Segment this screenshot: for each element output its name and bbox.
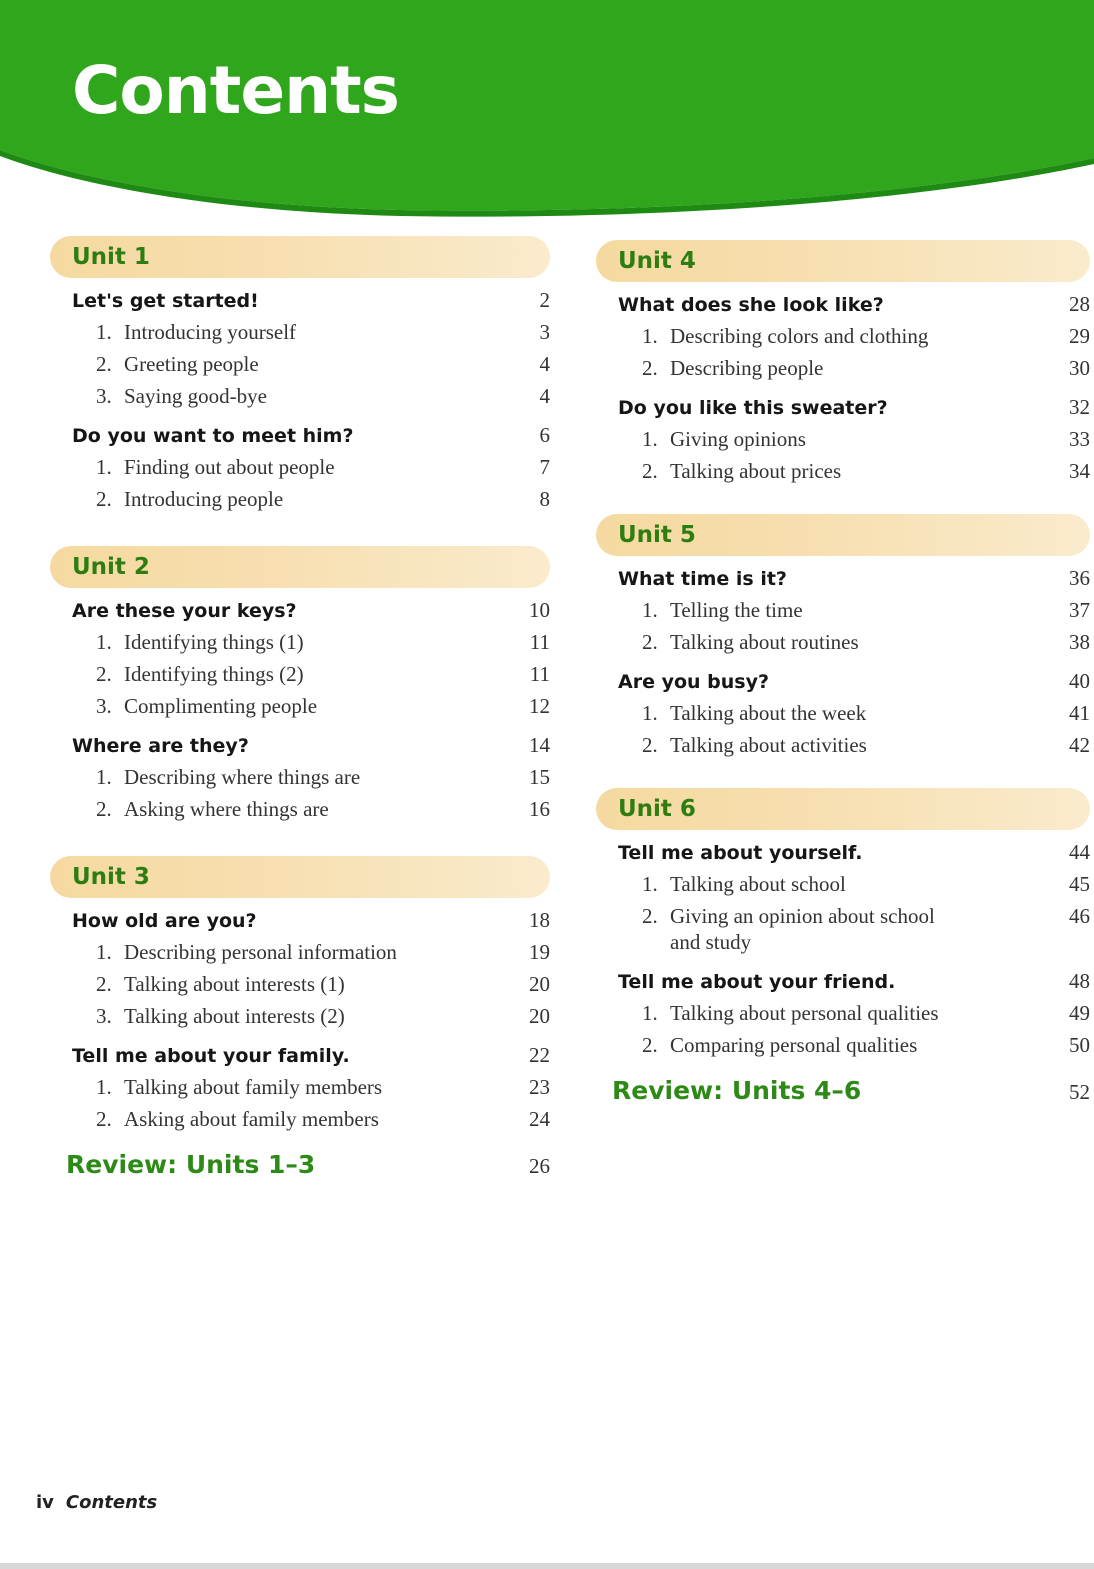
lesson-row[interactable]	[596, 292, 1090, 317]
item-number: 2.	[642, 904, 658, 928]
lesson-row[interactable]	[50, 288, 550, 313]
item-label: Saying good-bye	[124, 384, 267, 408]
lesson-row[interactable]	[596, 395, 1090, 420]
item-text	[642, 323, 928, 349]
contents-item[interactable]	[50, 454, 550, 480]
contents-item[interactable]	[596, 597, 1090, 623]
item-text	[642, 1032, 917, 1058]
contents-item[interactable]	[596, 732, 1090, 758]
item-label: Talking about interests (2)	[124, 1004, 345, 1028]
item-label: Asking about family members	[124, 1107, 379, 1131]
lesson-title: What time is it?	[618, 568, 787, 590]
lesson-page-number: 28	[1069, 292, 1090, 316]
page-bottom-edge	[0, 1563, 1094, 1569]
unit-section	[50, 236, 550, 512]
item-text	[96, 1003, 345, 1029]
unit-header	[596, 240, 1090, 282]
lesson-title: Tell me about yourself.	[618, 842, 863, 864]
lesson-page-number: 2	[539, 288, 550, 312]
contents-item[interactable]	[50, 351, 550, 377]
item-number: 2.	[96, 487, 112, 511]
contents-item[interactable]	[50, 1106, 550, 1132]
item-text	[96, 351, 259, 377]
contents-item[interactable]	[596, 629, 1090, 655]
page-title: Contents	[72, 52, 399, 129]
unit-header	[50, 856, 550, 898]
item-label: Greeting people	[124, 352, 259, 376]
lesson-title: Where are they?	[72, 735, 249, 757]
unit-label: Unit 4	[618, 248, 696, 274]
lesson-title: Do you want to meet him?	[72, 425, 354, 447]
review-page-number: 26	[529, 1154, 550, 1178]
unit-label: Unit 2	[72, 554, 150, 580]
item-text	[96, 939, 397, 965]
item-label: Describing where things are	[124, 765, 361, 789]
lesson-row[interactable]	[50, 733, 550, 758]
unit-header	[50, 236, 550, 278]
item-label: Finding out about people	[124, 455, 335, 479]
lesson-title: Let's get started!	[72, 290, 259, 312]
item-page-number: 45	[1069, 872, 1090, 896]
contents-item[interactable]	[596, 1032, 1090, 1058]
item-label: Talking about prices	[670, 459, 842, 483]
contents-item[interactable]	[596, 871, 1090, 897]
item-label: Talking about activities	[670, 733, 867, 757]
lesson-row[interactable]	[50, 908, 550, 933]
item-page-number: 8	[539, 487, 550, 511]
item-page-number: 33	[1069, 427, 1090, 451]
item-text	[642, 1000, 939, 1026]
item-label: Talking about family members	[124, 1075, 383, 1099]
lesson-row[interactable]	[596, 669, 1090, 694]
item-page-number: 19	[529, 940, 550, 964]
contents-item[interactable]	[50, 1003, 550, 1029]
unit-label: Unit 6	[618, 796, 696, 822]
contents-item[interactable]	[50, 1074, 550, 1100]
item-label: Introducing people	[124, 487, 284, 511]
item-text	[96, 796, 329, 822]
item-number: 1.	[642, 598, 658, 622]
item-page-number: 4	[539, 352, 550, 376]
item-number: 2.	[642, 459, 658, 483]
item-number: 1.	[96, 630, 112, 654]
item-page-number: 11	[529, 662, 550, 686]
item-text	[96, 319, 296, 345]
item-page-number: 3	[539, 320, 550, 344]
item-label: Talking about school	[670, 872, 846, 896]
unit-section	[596, 240, 1090, 484]
lesson-row[interactable]	[596, 840, 1090, 865]
item-text	[642, 355, 823, 381]
item-text	[96, 693, 317, 719]
item-text	[642, 700, 866, 726]
item-page-number: 4	[539, 384, 550, 408]
item-page-number: 24	[529, 1107, 550, 1131]
contents-item[interactable]	[596, 355, 1090, 381]
review-label: Review: Units 1–3	[66, 1150, 316, 1179]
item-page-number: 38	[1069, 630, 1090, 654]
item-label: Telling the time	[670, 598, 803, 622]
item-page-number: 34	[1069, 459, 1090, 483]
item-number: 3.	[96, 384, 112, 408]
unit-section	[50, 856, 550, 1132]
item-page-number: 37	[1069, 598, 1090, 622]
item-label: Giving opinions	[670, 427, 806, 451]
item-label: Talking about the week	[670, 701, 867, 725]
item-page-number: 15	[529, 765, 550, 789]
item-page-number: 16	[529, 797, 550, 821]
item-page-number: 23	[529, 1075, 550, 1099]
item-text	[642, 732, 867, 758]
review-label: Review: Units 4–6	[612, 1076, 862, 1105]
item-number: 3.	[96, 694, 112, 718]
item-page-number: 46	[1069, 904, 1090, 928]
lesson-title: Tell me about your family.	[72, 1045, 350, 1067]
contents-item[interactable]	[596, 903, 1090, 955]
lesson-page-number: 48	[1069, 969, 1090, 993]
item-number: 1.	[642, 872, 658, 896]
lesson-page-number: 32	[1069, 395, 1090, 419]
item-text	[96, 383, 267, 409]
unit-header	[50, 546, 550, 588]
item-label: Describing personal information	[124, 940, 397, 964]
item-page-number: 30	[1069, 356, 1090, 380]
lesson-title: Are you busy?	[618, 671, 769, 693]
item-label: Identifying things (2)	[124, 662, 304, 686]
item-number: 2.	[96, 797, 112, 821]
item-text	[642, 871, 846, 897]
unit-section	[596, 514, 1090, 758]
item-text	[96, 971, 345, 997]
item-number: 1.	[96, 940, 112, 964]
unit-header	[596, 514, 1090, 556]
contents-item[interactable]	[50, 319, 550, 345]
item-number: 1.	[96, 765, 112, 789]
item-number: 1.	[642, 427, 658, 451]
item-label: Talking about interests (1)	[124, 972, 345, 996]
item-page-number: 29	[1069, 324, 1090, 348]
lesson-row[interactable]	[50, 423, 550, 448]
contents-item[interactable]	[50, 764, 550, 790]
item-text	[96, 629, 304, 655]
lesson-title: What does she look like?	[618, 294, 884, 316]
contents-item[interactable]	[50, 661, 550, 687]
unit-header	[596, 788, 1090, 830]
unit-label: Unit 3	[72, 864, 150, 890]
contents-item[interactable]	[50, 629, 550, 655]
contents-item[interactable]	[50, 486, 550, 512]
item-text	[642, 903, 960, 955]
item-number: 1.	[96, 1075, 112, 1099]
footer-page-numeral: iv	[36, 1492, 54, 1513]
contents-item[interactable]	[596, 458, 1090, 484]
item-page-number: 42	[1069, 733, 1090, 757]
item-text	[642, 629, 859, 655]
unit-section	[596, 788, 1090, 1058]
item-number: 2.	[96, 1107, 112, 1131]
item-number: 2.	[96, 662, 112, 686]
item-label: Introducing yourself	[124, 320, 297, 344]
lesson-title: Tell me about your friend.	[618, 971, 896, 993]
item-number: 2.	[96, 972, 112, 996]
lesson-row[interactable]	[50, 1043, 550, 1068]
contents-item[interactable]	[50, 796, 550, 822]
footer-label: Contents	[65, 1492, 158, 1513]
lesson-page-number: 36	[1069, 566, 1090, 590]
item-text	[642, 458, 841, 484]
lesson-page-number: 14	[529, 733, 550, 757]
item-number: 1.	[642, 1001, 658, 1025]
item-page-number: 50	[1069, 1033, 1090, 1057]
item-number: 2.	[96, 352, 112, 376]
lesson-title: Are these your keys?	[72, 600, 297, 622]
item-page-number: 11	[529, 630, 550, 654]
item-number: 1.	[642, 324, 658, 348]
review-row[interactable]	[596, 1076, 1090, 1105]
item-number: 2.	[642, 733, 658, 757]
item-label: Identifying things (1)	[124, 630, 304, 654]
lesson-title: Do you like this sweater?	[618, 397, 888, 419]
item-number: 1.	[642, 701, 658, 725]
review-page-number: 52	[1069, 1080, 1090, 1104]
item-label: Comparing personal qualities	[670, 1033, 918, 1057]
lesson-title: How old are you?	[72, 910, 257, 932]
item-label: Talking about routines	[670, 630, 859, 654]
contents-item[interactable]	[50, 693, 550, 719]
item-label: Describing colors and clothing	[670, 324, 929, 348]
item-number: 2.	[642, 1033, 658, 1057]
item-text	[642, 597, 803, 623]
contents-item[interactable]	[596, 323, 1090, 349]
lesson-row[interactable]	[596, 566, 1090, 591]
item-label: Asking where things are	[124, 797, 329, 821]
item-text	[96, 764, 360, 790]
lesson-page-number: 10	[529, 598, 550, 622]
item-number: 3.	[96, 1004, 112, 1028]
page-footer	[36, 1492, 157, 1513]
review-row[interactable]	[50, 1150, 550, 1179]
item-text	[96, 1074, 382, 1100]
item-page-number: 49	[1069, 1001, 1090, 1025]
contents-item[interactable]	[50, 383, 550, 409]
lesson-page-number: 22	[529, 1043, 550, 1067]
item-page-number: 41	[1069, 701, 1090, 725]
item-number: 1.	[96, 455, 112, 479]
lesson-page-number: 44	[1069, 840, 1090, 864]
item-text	[96, 661, 304, 687]
unit-label: Unit 1	[72, 244, 150, 270]
item-label: Describing people	[670, 356, 824, 380]
contents-left-column	[50, 236, 550, 1179]
lesson-row[interactable]	[50, 598, 550, 623]
contents-item[interactable]	[50, 939, 550, 965]
unit-label: Unit 5	[618, 522, 696, 548]
item-text	[96, 454, 335, 480]
item-page-number: 7	[539, 455, 550, 479]
item-page-number: 20	[529, 972, 550, 996]
lesson-row[interactable]	[596, 969, 1090, 994]
item-label: Complimenting people	[124, 694, 318, 718]
contents-item[interactable]	[596, 700, 1090, 726]
item-number: 1.	[96, 320, 112, 344]
unit-section	[50, 546, 550, 822]
item-page-number: 20	[529, 1004, 550, 1028]
lesson-page-number: 40	[1069, 669, 1090, 693]
contents-right-column	[596, 240, 1090, 1105]
contents-item[interactable]	[50, 971, 550, 997]
contents-item[interactable]	[596, 1000, 1090, 1026]
item-number: 2.	[642, 630, 658, 654]
item-text	[96, 486, 283, 512]
item-text	[642, 426, 806, 452]
contents-item[interactable]	[596, 426, 1090, 452]
lesson-page-number: 18	[529, 908, 550, 932]
lesson-page-number: 6	[539, 423, 550, 447]
item-text	[96, 1106, 379, 1132]
item-label: Talking about personal qualities	[670, 1001, 939, 1025]
item-label: Giving an opinion about school and study	[670, 904, 935, 954]
item-number: 2.	[642, 356, 658, 380]
item-page-number: 12	[529, 694, 550, 718]
